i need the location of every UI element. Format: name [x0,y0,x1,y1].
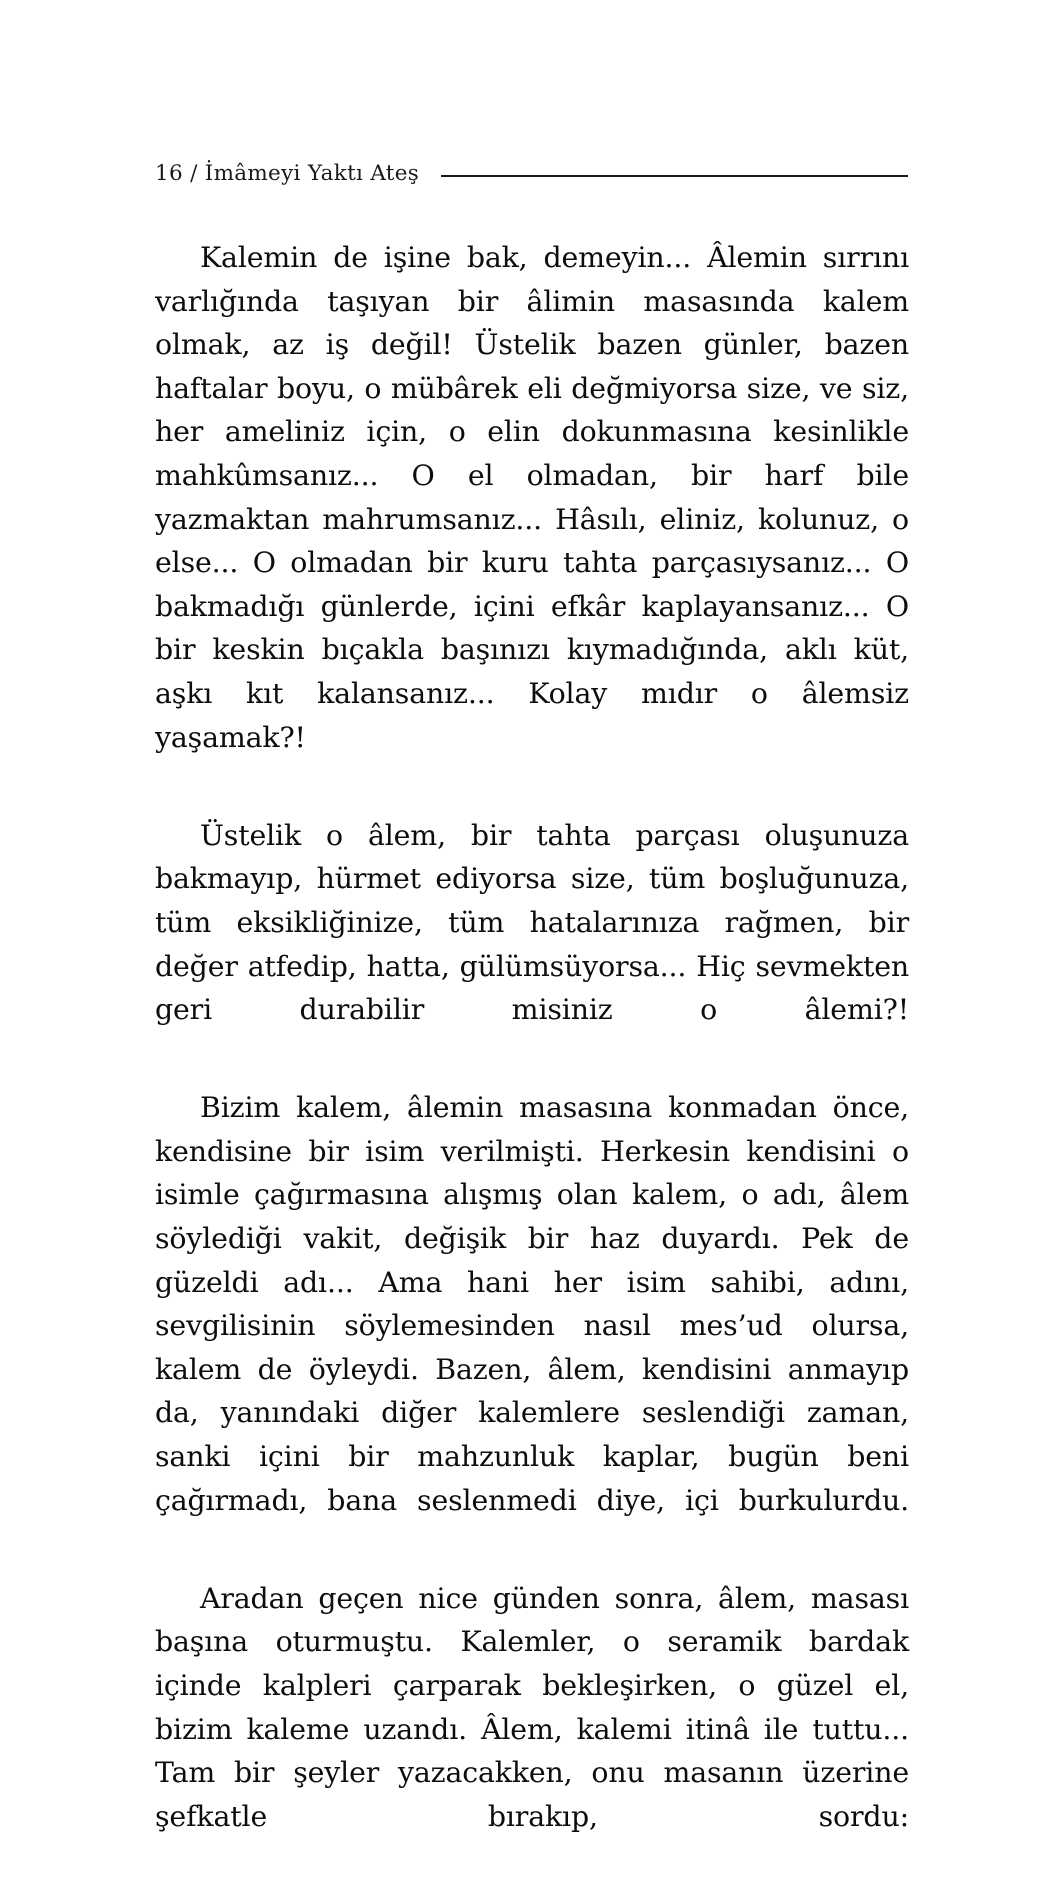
paragraph: Bizim kalem, âlemin masasına konmadan önce, kendisine bir isim verilmişti. Herkesin kendisini o isimle çağırmasına alışmış olan kalem, o adı, âlem söylediği vakit, değişik bir haz duyardı. Pek de güzeldi adı... Ama hani her isim sahibi, adını, sevgilisinin söylemesinden nasıl mes’ud olursa, kalem de öyleydi. Bazen, âlem, kendisini anmayıp da, yanındaki diğer kalemlere seslendiği zaman, sanki içini bir mahzunluk kaplar, bugün beni çağırmadı, bana seslenmedi diye, içi burkulurdu. [155,1091,909,1517]
paragraph: Aradan geçen nice günden sonra, âlem, masası başına oturmuştu. Kalemler, o seramik bardak içinde kalpleri çarparak bekleşirken, o güzel el, bizim kaleme uzandı. Âlem, kalemi itinâ ile tuttu... Tam bir şeyler yazacakken, onu masanın üzerine şefkatle bırakıp, sordu: [155,1581,909,1833]
paragraph: Üstelik o âlem, bir tahta parçası oluşunuza bakmayıp, hürmet ediyorsa size, tüm boşluğunuza, tüm eksikliğinize, tüm hatalarınıza rağmen, bir değer atfedip, hatta, gülümsüyorsa... Hiç sevmekten geri durabilir misiniz o âlemi?! [155,818,909,1027]
running-head-divider [441,175,908,177]
body-text-block [155,236,909,1882]
running-head [155,157,908,191]
running-head-label: 16 / İmâmeyi Yaktı Ateş [155,161,420,186]
paragraph: Kalemin de işine bak, demeyin... Âlemin sırrını varlığında taşıyan bir âlimin masasında kalem olmak, az iş değil! Üstelik bazen günler, bazen haftalar boyu, o mübârek eli değmiyorsa size, ve siz, her ameliniz için, o elin dokunmasına kesinlikle mahkûmsanız... O el olmadan, bir harf bile yazmaktan mahrumsanız... Hâsılı, eliniz, kolunuz, o else... O olmadan bir kuru tahta parçasıysanız... O bakmadığı günlerde, içini efkâr kaplayansanız... O bir keskin bıçakla başınızı kıymadığında, aklı küt, aşkı kıt kalansanız... Kolay mıdır o âlemsiz yaşamak?! [155,241,909,754]
